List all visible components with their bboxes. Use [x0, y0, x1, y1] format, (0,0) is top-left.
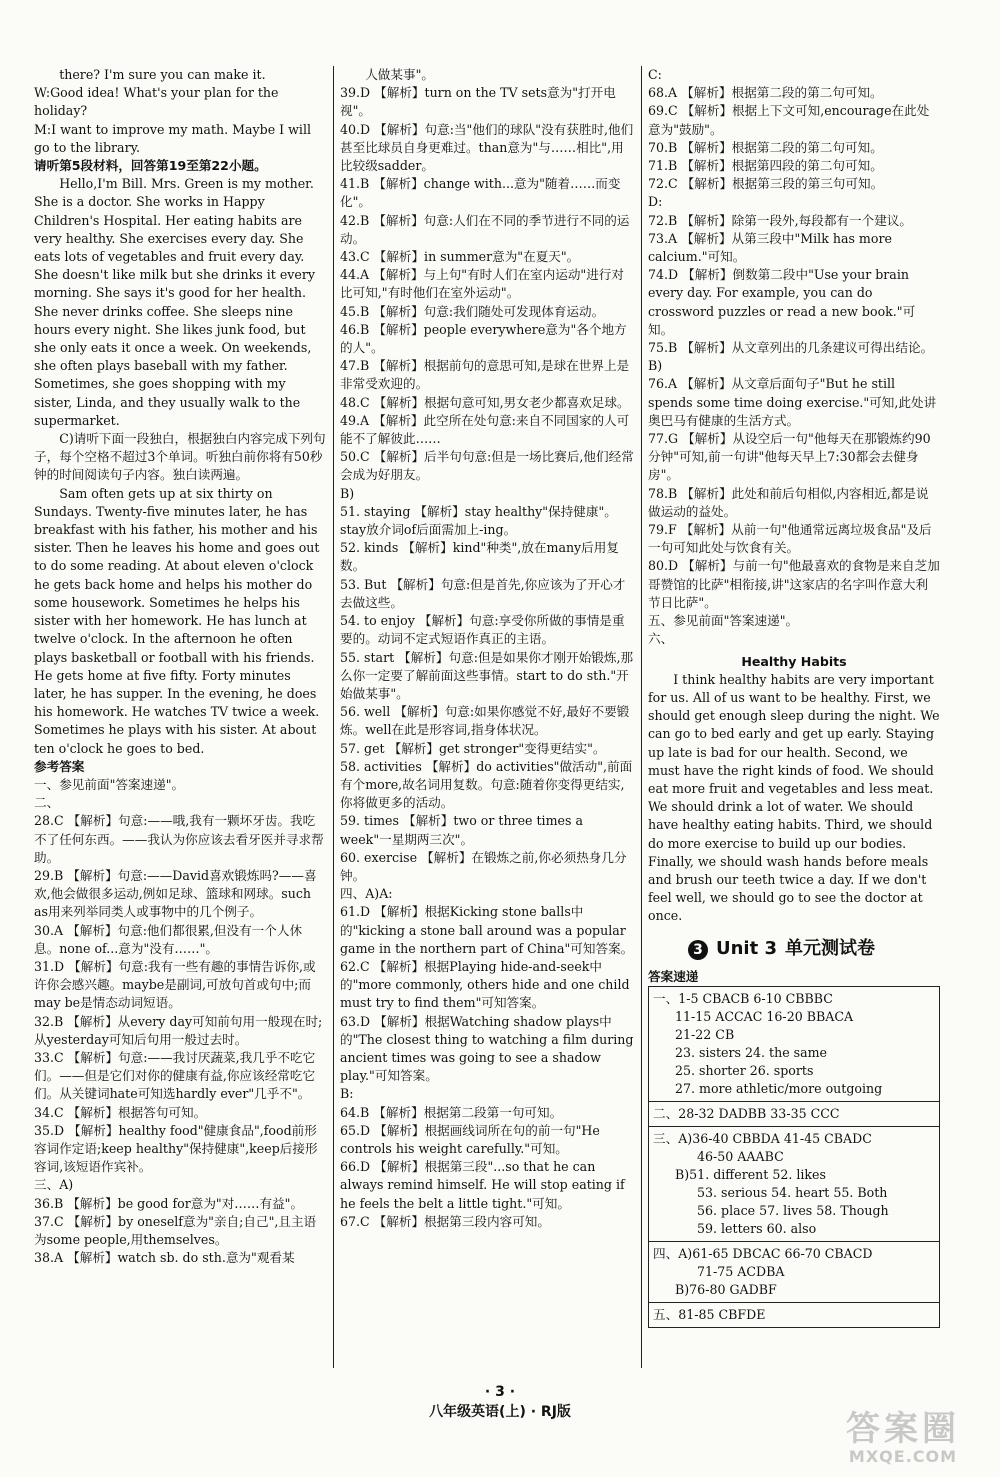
answer-key-line: 56. place 57. lives 58. Though: [697, 1202, 889, 1218]
answer-key-line: 25. shorter 26. sports: [675, 1062, 814, 1078]
answer-explanation: 60. exercise 【解析】在锻炼之前,你必须热身几分钟。: [340, 849, 627, 883]
answer-key-line: 11-15 ACCAC 16-20 BBACA: [675, 1008, 854, 1024]
text-line: 二、: [34, 795, 60, 811]
book-title: 八年级英语(上) · RJ版: [429, 1404, 571, 1420]
answer-explanation: 37.C 【解析】by oneself意为"亲自;自己",且主语为some people,用themselves。: [34, 1213, 317, 1247]
answer-explanation: 36.B 【解析】be good for意为"对……有益"。: [34, 1195, 304, 1211]
answer-explanation: 42.B 【解析】句意:人们在不同的季节进行不同的运动。: [340, 212, 630, 246]
answer-explanation: 58. activities 【解析】do activities"做活动",前面有个more,故名词用复数。句意:随着你变得更结实,你将做更多的活动。: [340, 758, 633, 811]
answer-explanation: 54. to enjoy 【解析】句意:享受你所做的事情是重要的。动词不定式短语作真正的主语。: [340, 613, 625, 647]
section-heading: 参考答案: [34, 758, 85, 774]
answer-key-line: 71-75 ACDBA: [697, 1263, 785, 1279]
answer-key-line: 59. letters 60. also: [697, 1220, 817, 1236]
answer-explanation: 50.C 【解析】后半句句意:但是一场比赛后,他们经常会成为好朋友。: [340, 449, 634, 483]
answer-explanation: 52. kinds 【解析】kind"种类",放在many后用复数。: [340, 540, 619, 574]
answer-key-line: B)76-80 GADBF: [675, 1281, 777, 1297]
answer-explanation: 43.C 【解析】in summer意为"在夏天"。: [340, 249, 580, 265]
answer-explanation: 33.C 【解析】句意:——我讨厌蔬菜,我几乎不吃它们。——但是它们对你的健康有益,你应该经常吃它们。从关键词hate可知选hardly ever"几乎不"。: [34, 1049, 316, 1102]
answer-explanation: 49.A 【解析】此空所在处句意:来自不同国家的人可能不了解彼此……: [340, 412, 630, 447]
answer-key-section: [649, 1102, 939, 1127]
answer-key-box: [648, 986, 940, 1328]
answer-explanation: 69.C 【解析】根据上下文可知,encourage在此处意为"鼓励"。: [648, 103, 930, 137]
answer-key-section: [649, 1242, 939, 1303]
answer-key-section: [649, 1303, 939, 1327]
column-divider-1: [333, 66, 334, 1368]
text-line: B:: [340, 1086, 354, 1102]
answer-key-line: 23. sisters 24. the same: [675, 1044, 828, 1060]
text-line: 四、A)A:: [340, 886, 393, 902]
answer-explanation: 74.D 【解析】倒数第二段中"Use your brain every day. For example, you can do crossword puzzles or read a new book."可知。: [648, 267, 916, 337]
watermark-logo-text: 答案圈: [846, 1409, 960, 1449]
text-line: D:: [648, 194, 663, 210]
listening-instruction: C)请听下面一段独白，根据独白内容完成下列句子，每个空格不超过3个单词。听独白前你将有50秒钟的时间阅读句子内容。独白读两遍。: [34, 431, 326, 483]
answer-explanation: 46.B 【解析】people everywhere意为"各个地方的人"。: [340, 321, 627, 356]
answer-explanation: 48.C 【解析】根据句意可知,男女老少都喜欢足球。: [340, 394, 630, 410]
answer-explanation: 44.A 【解析】与上句"有时人们在室内运动"进行对比可知,"有时他们在室外运动"。: [340, 267, 624, 301]
watermark-logo: [818, 1410, 988, 1470]
column-3: [648, 66, 940, 1328]
unit-heading: [688, 940, 940, 960]
page-number: · 3 ·: [484, 1384, 516, 1400]
column-1: [34, 66, 326, 1267]
answer-explanation: 76.A 【解析】从文章后面句子"But he still spends some time doing exercise."可知,此处讲奥巴马有健康的生活方式。: [648, 376, 937, 428]
answer-explanation: 28.C 【解析】句意:——哦,我有一颗坏牙齿。我吃不了任何东西。——我认为你应该去看牙医并寻求帮助。: [34, 813, 324, 865]
answer-explanation: 31.D 【解析】句意:我有一些有趣的事情告诉你,或许你会感兴趣。maybe是副词,可放句首或句中;而may be是情态动词短语。: [34, 958, 316, 1011]
text-line: M:I want to improve my math. Maybe I will go to the library.: [34, 121, 311, 155]
text-line: W:Good idea! What's your plan for the holiday?: [34, 85, 279, 119]
text-line: 六、: [648, 631, 674, 647]
answer-explanation: 47.B 【解析】根据前句的意思可知,是球在世界上是非常受欢迎的。: [340, 358, 630, 392]
text-line: B): [340, 485, 355, 501]
answer-key-line: 二、28-32 DADBB 33-35 CCC: [653, 1105, 840, 1121]
answer-explanation: 80.D 【解析】与前一句"他最喜欢的食物是来自芝加哥赞馆的比萨"相衔接,讲"这家店的名字叫作意大利节日比萨"。: [648, 558, 940, 610]
unit-number-badge: 3: [688, 940, 708, 960]
answer-key-line: 21-22 CB: [675, 1026, 735, 1042]
text-line: 三、A): [34, 1177, 74, 1193]
text-line: there? I'm sure you can make it.: [59, 67, 266, 82]
answer-explanation: 35.D 【解析】healthy food"健康食品",food前形容词作定语;keep healthy"保持健康",keep后接形容词,该短语作宾补。: [34, 1122, 318, 1175]
text-line: 人做某事"。: [365, 67, 434, 82]
column-2: [340, 66, 634, 1231]
answer-explanation: 51. staying 【解析】stay healthy"保持健康"。stay放介词of后面需加上-ing。: [340, 503, 617, 538]
unit-subtitle: 单元测试卷: [785, 938, 875, 960]
answer-explanation: 68.A 【解析】根据第二段的第二句可知。: [648, 85, 883, 101]
answer-explanation: 73.A 【解析】从第三段中"Milk has more calcium."可知。: [648, 230, 892, 265]
answer-key-line: 一、1-5 CBACB 6-10 CBBBC: [653, 990, 833, 1006]
answer-key-line: 三、A)36-40 CBBDA 41-45 CBADC: [653, 1130, 872, 1146]
text-line: C:: [648, 67, 662, 82]
answer-explanation: 34.C 【解析】根据答句可知。: [34, 1104, 207, 1120]
watermark-site-text: MXQE.COM: [848, 1447, 958, 1466]
answer-explanation: 62.C 【解析】根据Playing hide-and-seek中的"more commonly, others hide and one child must try to find them"可知答案。: [340, 958, 630, 1011]
text-line: 五、参见前面"答案速递"。: [648, 613, 799, 629]
answer-explanation: 63.D 【解析】根据Watching shadow plays中的"The closest thing to watching a film during ancient times was going to see a shadow play."可知答案。: [340, 1013, 634, 1084]
answer-key-line: 27. more athletic/more outgoing: [675, 1080, 883, 1096]
answer-explanation: 38.A 【解析】watch sb. do sth.意为"观看某: [34, 1250, 295, 1266]
answer-key-line: 四、A)61-65 DBCAC 66-70 CBACD: [653, 1245, 873, 1261]
text-line: B): [648, 358, 663, 374]
text-line: 一、参见前面"答案速递"。: [34, 776, 185, 792]
unit-title: Unit 3: [716, 938, 777, 960]
answer-explanation: 45.B 【解析】句意:我们随处可发现体育运动。: [340, 303, 605, 319]
answer-explanation: 53. But 【解析】句意:但是首先,你应该为了开心才去做这些。: [340, 576, 626, 610]
listening-instruction: 请听第5段材料，回答第19至第22小题。: [34, 158, 267, 174]
answer-explanation: 65.D 【解析】根据画线词所在句的前一句"He controls his weight carefully."可知。: [340, 1122, 600, 1156]
answer-explanation: 70.B 【解析】根据第二段的第二句可知。: [648, 139, 883, 155]
answer-key-line: B)51. different 52. likes: [675, 1166, 826, 1182]
answer-explanation: 78.B 【解析】此处和前后句相似,内容相近,都是说做运动的益处。: [648, 485, 929, 519]
answer-explanation: 32.B 【解析】从every day可知前句用一般现在时;从yesterday可知后句用一般过去时。: [34, 1013, 323, 1047]
answer-explanation: 55. start 【解析】句意:但是如果你才刚开始锻炼,那么你一定要了解前面这些事情。start to do sth."开始做某事"。: [340, 649, 634, 701]
answer-explanation: 72.C 【解析】根据第三段的第三句可知。: [648, 176, 884, 192]
answer-key-line: 46-50 AAABC: [697, 1148, 784, 1164]
answer-explanation: 77.G 【解析】从设空后一句"他每天在那锻炼约90分钟"可知,前一句讲"他每天早上7:30都会去健身房"。: [648, 431, 931, 483]
answer-explanation: 64.B 【解析】根据第二段第一句可知。: [340, 1104, 563, 1120]
answer-explanation: 57. get 【解析】get stronger"变得更结实"。: [340, 740, 606, 756]
answer-key-section: [649, 1127, 939, 1242]
answer-explanation: 30.A 【解析】句意:他们都很累,但没有一个人休息。none of...意为"没有……"。: [34, 922, 303, 956]
essay-title: Healthy Habits: [741, 653, 847, 669]
answer-key-line: 五、81-85 CBFDE: [653, 1306, 766, 1322]
answer-key-line: 53. serious 54. heart 55. Both: [697, 1184, 888, 1200]
essay-body: I think healthy habits are very important for us. All of us want to be healthy. First, we should get enough sleep during the night. We can go to bed early and get up early. Staying up late is bad for our health. Second, we must have the right kinds of food. We should eat more fruit and vegetables and less meat. We should drink a lot of water. We should have healthy eating habits. Third, we should do more exercise to build up our bodies. Finally, we should wash hands before meals and brush our teeth twice a day. If we don't feel well, we should go to see the doctor at once.: [648, 671, 940, 924]
answer-explanation: 79.F 【解析】从前一句"他通常远离垃圾食品"及后一句可知此处与饮食有关。: [648, 522, 932, 556]
answer-explanation: 67.C 【解析】根据第三段内容可知。: [340, 1213, 550, 1229]
listening-passage: Sam often gets up at six thirty on Sundays. Twenty-five minutes later, he has breakfast with his father, his mother and his sister. Then he leaves his home and goes out to do some reading. At about eleven o'clock he gets back home and helps his mother do some housework. Sometimes he helps his sister with her homework. He has lunch at twelve o'clock. In the afternoon he often plays basketball or football with his friends. He gets home at five fifty. Forty minutes later, he has supper. In the evening, he does his homework. He watches TV twice a week. Sometimes he plays with his sister. At about ten o'clock he goes to bed.: [34, 485, 320, 756]
answer-key-section: [649, 987, 939, 1102]
answer-explanation: 29.B 【解析】句意:——David喜欢锻炼吗?——喜欢,他会做很多运动,例如足球、篮球和网球。such as用来列举同类人或事物中的几个例子。: [34, 867, 317, 920]
answer-explanation: 61.D 【解析】根据Kicking stone balls中的"kicking a stone ball around was a popular game in the northern part of China"可知答案。: [340, 904, 634, 956]
answer-explanation: 75.B 【解析】从文章列出的几条建议可得出结论。: [648, 340, 934, 356]
listening-passage: Hello,I'm Bill. Mrs. Green is my mother. She is a doctor. She works in Happy Children's Hospital. Her eating habits are very healthy. She exercises every day. She eats lots of vegetables and fruit every day. She doesn't like milk but she drinks it every morning. She says it's good for her health. She never drinks coffee. She sleeps nine hours every night. She likes junk food, but she only eats it once a week. On weekends, she often plays baseball with my father. Sometimes, she goes shopping with my sister, Linda, and they usually walk to the supermarket.: [34, 176, 315, 428]
answer-explanation: 72.B 【解析】除第一段外,每段都有一个建议。: [648, 212, 912, 228]
column-divider-2: [641, 66, 642, 1368]
answer-explanation: 56. well 【解析】句意:如果你感觉不好,最好不要锻炼。well在此是形容词,指身体状况。: [340, 704, 630, 738]
answer-explanation: 39.D 【解析】turn on the TV sets意为"打开电视"。: [340, 85, 616, 119]
answer-key-label: 答案速递: [648, 968, 699, 984]
answer-explanation: 71.B 【解析】根据第四段的第二句可知。: [648, 158, 883, 174]
answer-explanation: 59. times 【解析】two or three times a week"一星期两三次"。: [340, 813, 583, 847]
answer-explanation: 41.B 【解析】change with...意为"随着……而变化"。: [340, 176, 621, 210]
answer-explanation: 66.D 【解析】根据第三段"...so that he can always remind himself. He will stop eating if he feels the belt a little tight."可知。: [340, 1159, 625, 1211]
answer-explanation: 40.D 【解析】句意:当"他们的球队"没有获胜时,他们甚至比球员自身更难过。than意为"与……相比",用比较级sadder。: [340, 121, 634, 174]
